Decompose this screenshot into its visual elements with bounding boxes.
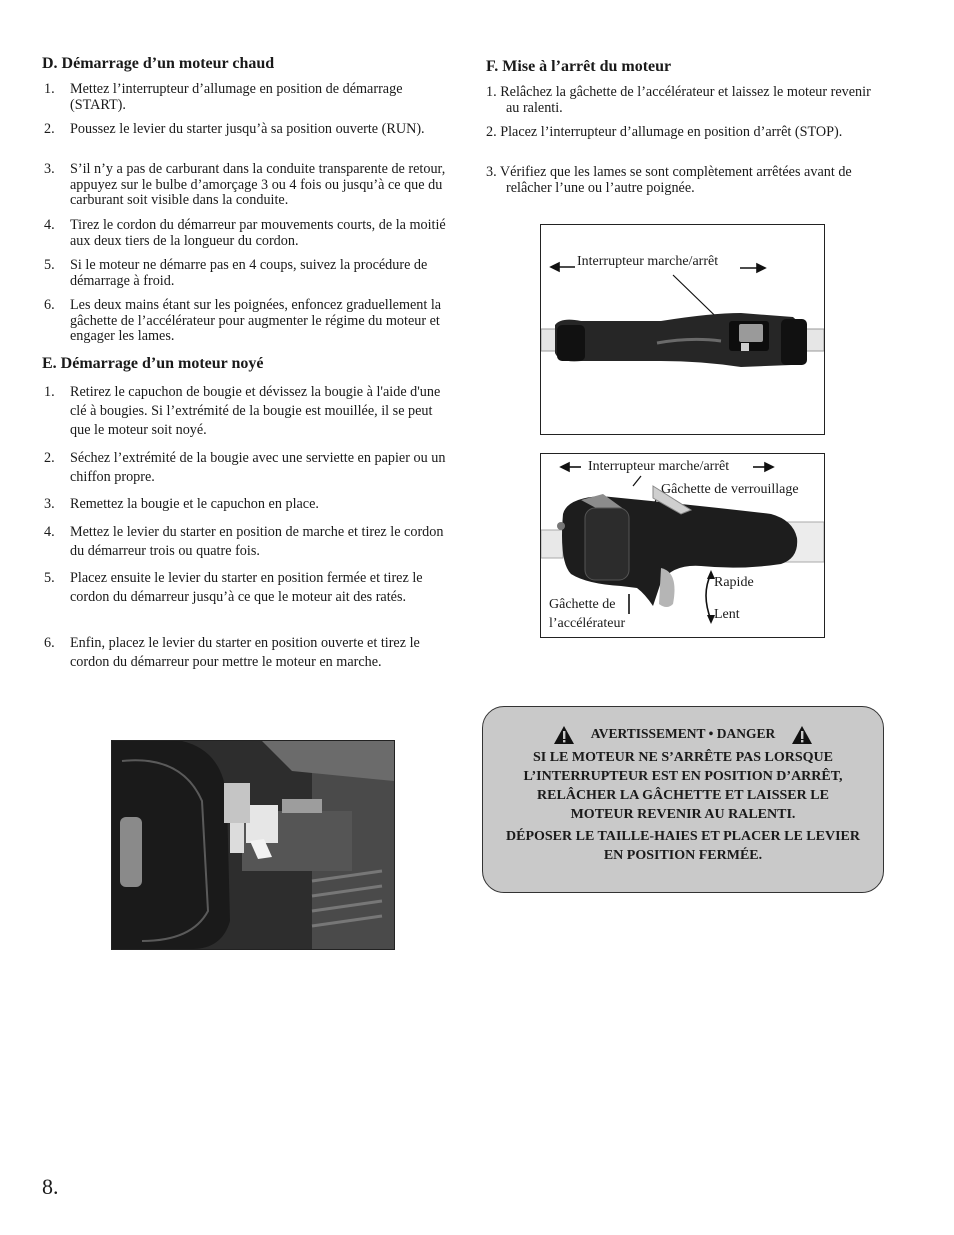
item-text: Poussez le levier du starter jusqu’à sa position ouverte (RUN).: [70, 121, 425, 137]
item-number: 3.: [44, 496, 55, 512]
item-number: 6.: [44, 635, 55, 651]
page-number: 8.: [42, 1174, 59, 1199]
item-text: 3. Vérifiez que les lames se sont complètement arrêtées avant de relâcher l’une ou l’autre poignée.: [486, 164, 852, 196]
engine-photo: [111, 740, 395, 950]
item-text: 2. Placez l’interrupteur d’allumage en position d’arrêt (STOP).: [486, 124, 843, 140]
item-number: 6.: [44, 297, 55, 313]
item-number: 4.: [44, 217, 55, 233]
warning-line: SI LE MOTEUR NE S’ARRÊTE PAS LORSQUE: [532, 749, 834, 765]
item-text: Enfin, placez le levier du starter en position ouverte et tirez le cordon du démarreur pour mettre le moteur en marche.: [70, 635, 420, 670]
section-e-heading: E. Démarrage d’un moteur noyé: [42, 355, 264, 372]
warning-line: DÉPOSER LE TAILLE-HAIES ET PLACER LE LEVIER: [506, 828, 860, 844]
item-text: Mettez l’interrupteur d’allumage en position de démarrage (START).: [70, 81, 403, 113]
section-d-heading: D. Démarrage d’un moteur chaud: [42, 55, 275, 72]
throttle-trigger-label: Gâchette de: [549, 597, 616, 612]
item-number: 2.: [44, 450, 55, 466]
switch-label: Interrupteur marche/arrêt: [577, 254, 719, 269]
item-text: Tirez le cordon du démarreur par mouvements courts, de la moitié aux deux tiers de la longueur du cordon.: [70, 217, 446, 249]
list-item: [486, 125, 886, 141]
warning-title: AVERTISSEMENT • DANGER: [590, 726, 776, 741]
warning-icon: [791, 725, 813, 745]
warning-line: L’INTERRUPTEUR EST EN POSITION D’ARRÊT,: [523, 768, 843, 784]
section-f-heading: F. Mise à l’arrêt du moteur: [486, 58, 672, 75]
item-number: 3.: [44, 161, 55, 177]
item-text: Remettez la bougie et le capuchon en place.: [70, 496, 319, 512]
warning-line: EN POSITION FERMÉE.: [603, 847, 763, 863]
item-text: Si le moteur ne démarre pas en 4 coups, suivez la procédure de démarrage à froid.: [70, 257, 428, 289]
engine-illustration: [112, 741, 394, 949]
warning-line: MOTEUR REVENIR AU RALENTI.: [570, 806, 796, 822]
item-number: 5.: [44, 570, 55, 586]
item-number: 1.: [44, 81, 55, 97]
throttle-trigger-label: l’accélérateur: [549, 616, 626, 631]
item-text: Mettez le levier du starter en position de marche et tirez le cordon du démarreur trois ou quatre fois.: [70, 524, 444, 559]
lock-trigger-label: Gâchette de verrouillage: [661, 482, 799, 497]
item-text: Les deux mains étant sur les poignées, enfoncez graduellement la gâchette de l’accélérateur pour augmenter le régime du moteur et engager les lames.: [70, 297, 442, 345]
warning-title-row: [483, 724, 883, 745]
handle-trigger-figure: [540, 453, 825, 638]
item-text: Séchez l’extrémité de la bougie avec une serviette en papier ou un chiffon propre.: [70, 450, 446, 485]
warning-line: RELÂCHER LA GÂCHETTE ET LAISSER LE: [537, 787, 829, 803]
switch-label: Interrupteur marche/arrêt: [588, 459, 730, 474]
handle-switch-figure: [540, 224, 825, 435]
item-text: Placez ensuite le levier du starter en position fermée et tirez le cordon du démarreur jusqu’à ce que le moteur ait des ratés.: [70, 570, 423, 605]
list-item: [486, 85, 886, 116]
item-number: 2.: [44, 121, 55, 137]
item-number: 5.: [44, 257, 55, 273]
item-text: S’il n’y a pas de carburant dans la conduite transparente de retour, appuyez sur le bulbe d’amorçage 3 ou 4 fois ou jusqu’à ce que du carburant soit visible dans la conduite.: [70, 161, 446, 209]
list-item: [486, 165, 886, 196]
item-text: 1. Relâchez la gâchette de l’accélérateur et laissez le moteur revenir au ralenti.: [486, 84, 871, 116]
warning-icon: [553, 725, 575, 745]
fast-label: Rapide: [714, 575, 754, 590]
warning-box: [482, 706, 884, 893]
slow-label: Lent: [714, 607, 740, 622]
item-number: 4.: [44, 524, 55, 540]
item-text: Retirez le capuchon de bougie et dévissez la bougie à l'aide d'une clé à bougies. Si l’extrémité de la bougie est mouillée, il se peut que le moteur soit noyé.: [70, 384, 441, 438]
item-number: 1.: [44, 384, 55, 400]
